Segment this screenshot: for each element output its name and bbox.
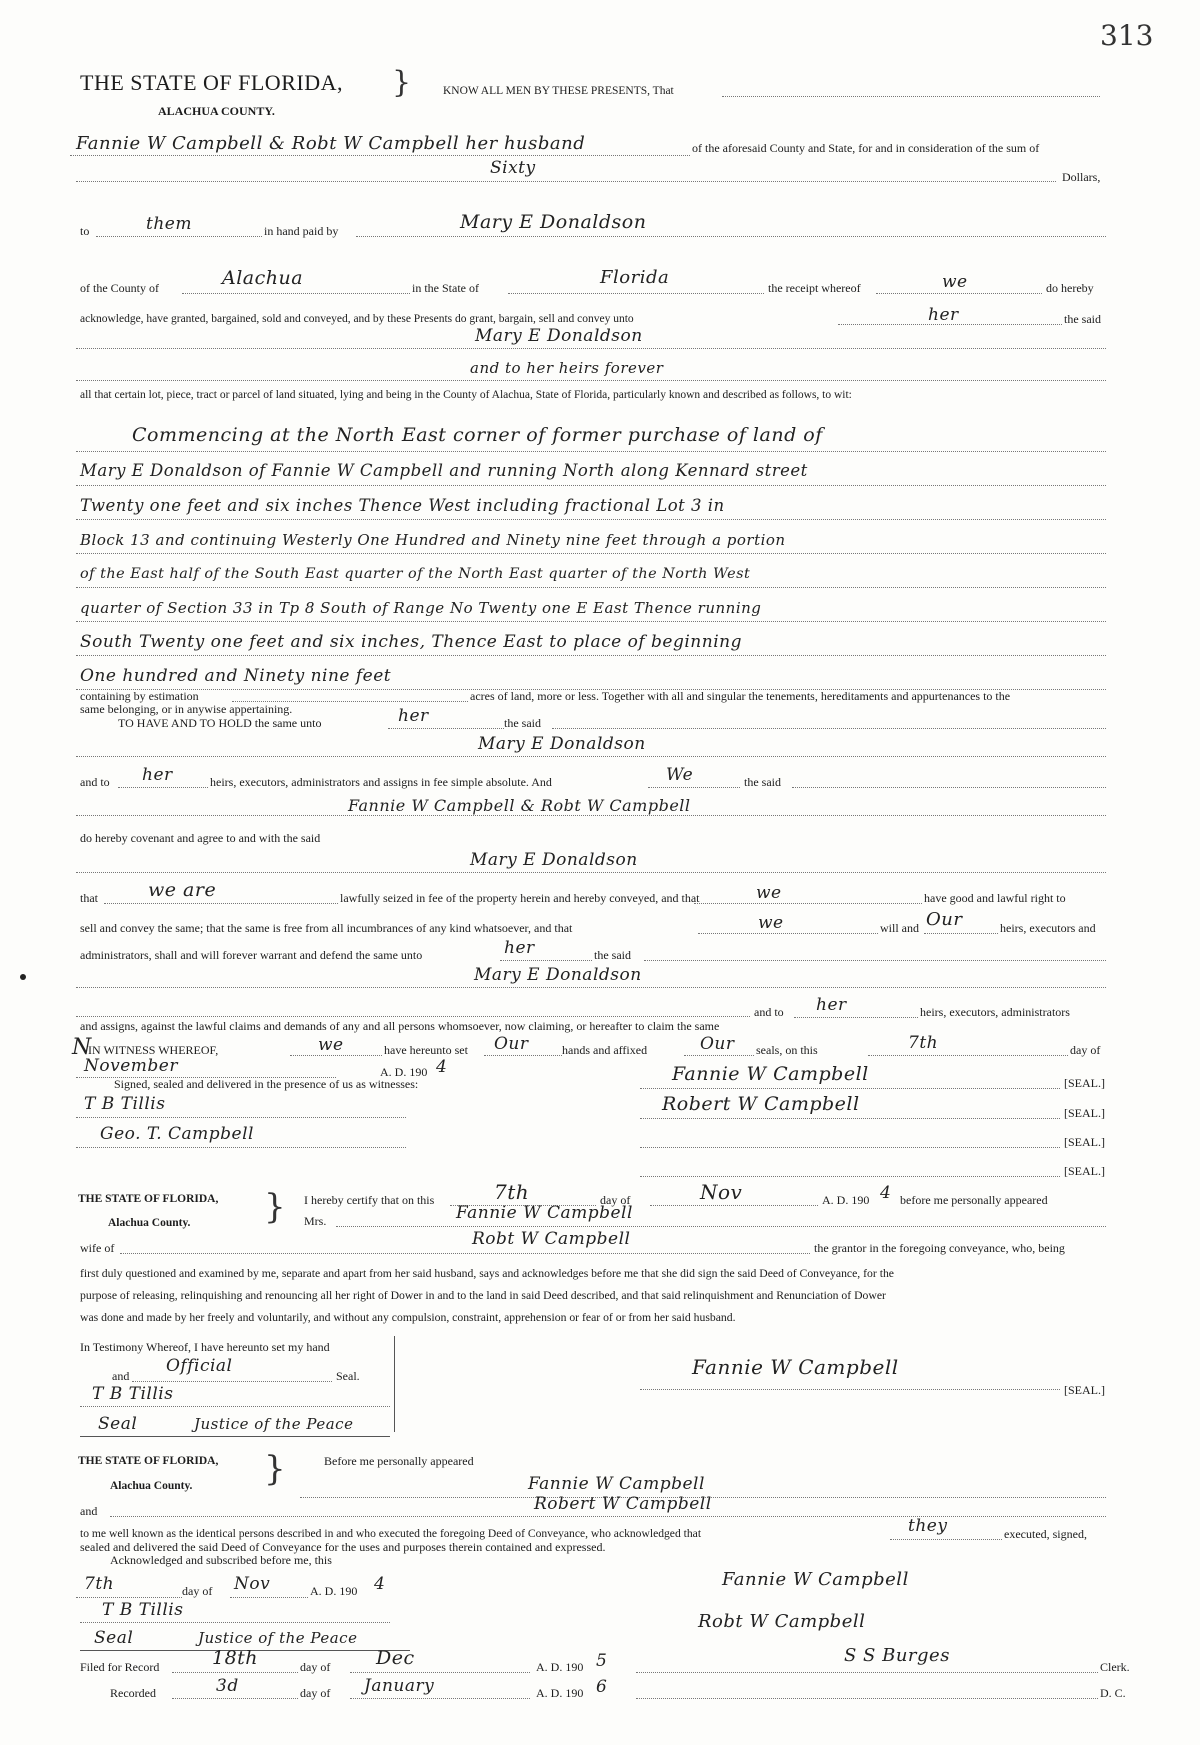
our-line bbox=[924, 933, 998, 934]
ack1-husband-handwritten: Robt W Campbell bbox=[472, 1229, 631, 1249]
desc-line-rule bbox=[76, 655, 1106, 656]
heirs-text: heirs, executors, administrators and assigns in fee simple absolute. And bbox=[210, 775, 552, 789]
ack2-before-me: Before me personally appeared bbox=[324, 1454, 474, 1468]
rec-day-of: day of bbox=[300, 1686, 331, 1700]
county-label: of the County of bbox=[80, 281, 159, 295]
ack1-line2: purpose of releasing, relinquishing and renouncing all her right of Dower in and to the land in said Deed described, and that said relinquishment and Renunciation of Dower bbox=[80, 1289, 886, 1302]
description-line: of the East half of the South East quarter of the North East quarter of the North West bbox=[80, 566, 751, 582]
heirs-line bbox=[76, 380, 1106, 381]
ack2-sealed: sealed and delivered the said Deed of Conveyance for the uses and purposes therein contained and expressed. bbox=[80, 1540, 606, 1554]
ack1-ad: A. D. 190 bbox=[822, 1193, 870, 1207]
ack2-signature-1: Fannie W Campbell bbox=[722, 1569, 909, 1590]
filed-year-handwritten: 5 bbox=[596, 1651, 608, 1671]
seized-line bbox=[104, 903, 338, 904]
header-brace: } bbox=[392, 65, 412, 100]
acres-text: acres of land, more or less. Together with all and singular the tenements, hereditaments and appurtenances to the bbox=[470, 689, 1011, 703]
hand-handwritten: Our bbox=[494, 1034, 529, 1054]
state-label: in the State of bbox=[412, 281, 479, 295]
ack2-jp-handwritten: Justice of the Peace bbox=[198, 1629, 358, 1647]
filed-day-of: day of bbox=[300, 1660, 331, 1674]
month-handwritten: November bbox=[84, 1056, 178, 1076]
ack1-month-handwritten: Nov bbox=[700, 1180, 743, 1204]
ack1-official-line bbox=[132, 1381, 332, 1382]
day-handwritten: 7th bbox=[908, 1033, 939, 1053]
paid-label: in hand paid by bbox=[264, 224, 339, 238]
covenant-grantee-handwritten: Mary E Donaldson bbox=[470, 850, 638, 870]
ack2-day-of: day of bbox=[182, 1584, 213, 1598]
intro-line bbox=[722, 96, 1100, 97]
ack2-subscribed: Acknowledged and subscribed before me, this bbox=[110, 1553, 332, 1567]
recorded-label: Recorded bbox=[110, 1686, 156, 1700]
ack1-mrs-line bbox=[336, 1226, 1106, 1227]
witness2-handwritten: Geo. T. Campbell bbox=[100, 1124, 254, 1144]
ack2-seal-handwritten: Seal bbox=[94, 1628, 134, 1648]
seals-on: seals, on this bbox=[756, 1043, 818, 1057]
defend-handwritten: her bbox=[504, 938, 535, 958]
ack1-certify: I hereby certify that on this bbox=[304, 1193, 435, 1207]
ack2-officer-line bbox=[80, 1622, 390, 1623]
witness1-handwritten: T B Tillis bbox=[84, 1094, 166, 1114]
rec-year-handwritten: 6 bbox=[596, 1677, 608, 1697]
ack2-person1-handwritten: Fannie W Campbell bbox=[528, 1474, 705, 1494]
desc-line-rule bbox=[76, 485, 1106, 486]
sig-line-1 bbox=[640, 1088, 1060, 1089]
seized-text: lawfully seized in fee of the property herein and hereby conveyed, and that bbox=[340, 891, 700, 905]
ack2-ad: A. D. 190 bbox=[310, 1584, 358, 1598]
seal-3: [SEAL.] bbox=[1064, 1135, 1105, 1149]
have-set: have hereunto set bbox=[384, 1043, 468, 1057]
county-handwritten: Alachua bbox=[222, 267, 304, 289]
ack1-county: Alachua County. bbox=[108, 1217, 191, 1229]
ack1-testimony: In Testimony Whereof, I have hereunto set my hand bbox=[80, 1340, 330, 1354]
state-line bbox=[508, 293, 764, 294]
the-said-3: the said bbox=[744, 775, 781, 789]
county-line bbox=[182, 293, 410, 294]
ack2-signature-2: Robt W Campbell bbox=[698, 1611, 866, 1632]
ack1-seal: [SEAL.] bbox=[1064, 1383, 1105, 1397]
the-said-4: the said bbox=[594, 948, 631, 962]
description-line: Block 13 and continuing Westerly One Hundred and Ninety nine feet through a portion bbox=[80, 531, 786, 549]
to-line bbox=[96, 236, 262, 237]
ack1-year-handwritten: 4 bbox=[880, 1183, 892, 1203]
filed-ad: A. D. 190 bbox=[536, 1660, 584, 1674]
ack2-county: Alachua County. bbox=[110, 1480, 193, 1492]
margin-mark bbox=[20, 974, 26, 980]
grantee-line-3 bbox=[76, 987, 1106, 988]
all-that-text: all that certain lot, piece, tract or parcel of land situated, lying and being in the County of Alachua, State of Florida, particularly known and described as follows, to wit: bbox=[80, 389, 852, 401]
ack1-jp-handwritten: Justice of the Peace bbox=[194, 1415, 354, 1433]
and-to-label-2: and to bbox=[754, 1005, 784, 1019]
ack1-day-handwritten: 7th bbox=[494, 1180, 530, 1204]
desc-line-rule bbox=[76, 519, 1106, 520]
and-we-line-2 bbox=[792, 787, 1106, 788]
do-hereby: do hereby bbox=[1046, 281, 1094, 295]
ack1-day-of: day of bbox=[600, 1193, 631, 1207]
defend-line-2 bbox=[644, 960, 1106, 961]
ack1-signature: Fannie W Campbell bbox=[692, 1355, 899, 1379]
sig-line-2 bbox=[640, 1118, 1060, 1119]
and-we-handwritten: We bbox=[666, 765, 694, 785]
filed-day-line bbox=[172, 1672, 298, 1673]
heirs2-text: heirs, executors, administrators bbox=[920, 1005, 1070, 1019]
desc-line-rule bbox=[76, 621, 1106, 622]
same-belonging: same belonging, or in anywise appertaining. bbox=[80, 702, 293, 716]
signed-text: Signed, sealed and delivered in the presence of us as witnesses: bbox=[114, 1077, 419, 1091]
grantee-line bbox=[76, 348, 1106, 349]
ack1-officer-line-2 bbox=[80, 1436, 390, 1437]
ack2-officer-handwritten: T B Tillis bbox=[102, 1600, 184, 1620]
rec-month-line bbox=[350, 1698, 530, 1699]
seals-line bbox=[684, 1055, 754, 1056]
ack1-line3: was done and made by her freely and voluntarily, and without any compulsion, constraint, apprehension or fear of or from her said husband. bbox=[80, 1311, 736, 1324]
desc-line-rule bbox=[76, 553, 1106, 554]
filed-month-handwritten: Dec bbox=[376, 1647, 415, 1669]
ack2-brace: } bbox=[264, 1449, 286, 1489]
ad-text: A. D. 190 bbox=[380, 1065, 428, 1079]
grantor2-signature: Robert W Campbell bbox=[662, 1093, 860, 1115]
defend-grantee-handwritten: Mary E Donaldson bbox=[474, 965, 642, 985]
grantee-line-2 bbox=[76, 756, 1106, 757]
ack2-person2-line bbox=[110, 1516, 1106, 1517]
hands-text: hands and affixed bbox=[562, 1043, 648, 1057]
ack2-month-handwritten: Nov bbox=[234, 1574, 271, 1594]
description-line: quarter of Section 33 in Tp 8 South of Range No Twenty one E East Thence running bbox=[80, 599, 762, 617]
description-line: South Twenty one feet and six inches, Thence East to place of beginning bbox=[80, 632, 742, 652]
rec-month-handwritten: January bbox=[364, 1676, 435, 1696]
seal-4: [SEAL.] bbox=[1064, 1164, 1105, 1178]
payer-handwritten: Mary E Donaldson bbox=[460, 211, 647, 233]
day-of: day of bbox=[1070, 1043, 1101, 1057]
unto-handwritten: her bbox=[398, 706, 429, 726]
seized-handwritten: we are bbox=[148, 879, 217, 901]
n-handwritten: N bbox=[72, 1035, 92, 1060]
grantors-suffix: of the aforesaid County and State, for and in consideration of the sum of bbox=[692, 141, 1040, 155]
clerk-label: Clerk. bbox=[1100, 1660, 1130, 1674]
our-handwritten: Our bbox=[926, 909, 963, 930]
day-line bbox=[868, 1055, 1068, 1056]
and-to-line bbox=[76, 1016, 750, 1017]
we-handwritten: we bbox=[318, 1035, 344, 1055]
unto-line bbox=[388, 728, 504, 729]
the-said-2: the said bbox=[504, 716, 541, 730]
sig-line-3 bbox=[640, 1147, 1060, 1148]
seal-1: [SEAL.] bbox=[1064, 1076, 1105, 1090]
acknowledge-text: acknowledge, have granted, bargained, sold and conveyed, and by these Presents do grant, bargain, sell and convey unto bbox=[80, 313, 634, 325]
receipt-label: the receipt whereof bbox=[768, 281, 861, 295]
intro-text: KNOW ALL MEN BY THESE PRESENTS, That bbox=[443, 85, 674, 97]
ack2-day-line bbox=[76, 1597, 182, 1598]
will-handwritten: we bbox=[758, 913, 784, 933]
rec-day-handwritten: 3d bbox=[216, 1676, 239, 1696]
ack1-vert-rule bbox=[394, 1336, 395, 1432]
grantee-handwritten: Mary E Donaldson bbox=[475, 326, 643, 346]
ack2-state: THE STATE OF FLORIDA, bbox=[78, 1455, 219, 1467]
ack1-before-me: before me personally appeared bbox=[900, 1193, 1048, 1207]
ack1-official-handwritten: Official bbox=[166, 1356, 233, 1376]
defend-line bbox=[500, 960, 592, 961]
covenant-text: do hereby covenant and agree to and with the said bbox=[80, 831, 321, 845]
ack1-seal-handwritten: Seal bbox=[98, 1414, 138, 1434]
ack1-wife-of: wife of bbox=[80, 1241, 115, 1255]
ack1-seal-word: Seal. bbox=[336, 1369, 360, 1383]
ack2-year-handwritten: 4 bbox=[374, 1574, 386, 1594]
rec-ad: A. D. 190 bbox=[536, 1686, 584, 1700]
ack1-grantor: the grantor in the foregoing conveyance, who, being bbox=[814, 1241, 1065, 1255]
description-line: Twenty one feet and six inches Thence West including fractional Lot 3 in bbox=[80, 496, 725, 515]
clerk-handwritten: S S Burges bbox=[844, 1645, 950, 1666]
sum-line bbox=[76, 181, 1056, 182]
ack1-officer-handwritten: T B Tillis bbox=[92, 1384, 174, 1404]
ack2-known: to me well known as the identical persons described in and who executed the foregoing Deed of Conveyance, who acknowledged that bbox=[80, 1527, 702, 1540]
will-text: will and bbox=[880, 921, 919, 935]
ack1-officer-line bbox=[80, 1406, 390, 1407]
heirs2-handwritten: her bbox=[816, 995, 847, 1015]
right-handwritten: we bbox=[756, 883, 782, 903]
dc-line bbox=[636, 1698, 1098, 1699]
grantors-line bbox=[70, 155, 690, 156]
ack2-and: and bbox=[80, 1504, 98, 1518]
sell-text: sell and convey the same; that the same is free from all incumbrances of any kind whatsoever, and that bbox=[80, 921, 573, 935]
county-title: ALACHUA COUNTY. bbox=[158, 104, 275, 118]
to-label: to bbox=[80, 224, 90, 238]
habendum-grantors-handwritten: Fannie W Campbell & Robt W Campbell bbox=[348, 796, 691, 815]
filed-day-handwritten: 18th bbox=[212, 1647, 259, 1669]
heirs-handwritten-2: her bbox=[142, 765, 173, 785]
ack1-month-line bbox=[650, 1205, 818, 1206]
unto-line-2 bbox=[552, 728, 1106, 729]
in-witness: IN WITNESS WHEREOF, bbox=[88, 1043, 219, 1057]
ack1-mrs: Mrs. bbox=[304, 1214, 327, 1228]
page-number: 313 bbox=[1100, 19, 1154, 52]
sum-handwritten: Sixty bbox=[490, 158, 536, 178]
right-line bbox=[694, 903, 922, 904]
seals-handwritten: Our bbox=[700, 1034, 735, 1054]
rec-day-line bbox=[172, 1698, 298, 1699]
ack1-mrs-handwritten: Fannie W Campbell bbox=[456, 1203, 633, 1223]
filed-label: Filed for Record bbox=[80, 1660, 160, 1674]
witness2-line bbox=[76, 1147, 406, 1148]
ack1-sig-line bbox=[640, 1389, 1060, 1390]
hand-line bbox=[484, 1055, 562, 1056]
clerk-line bbox=[636, 1672, 1098, 1673]
ack1-and: and bbox=[112, 1369, 130, 1383]
assigns-text: and assigns, against the lawful claims and demands of any and all persons whomsoever, now claiming, or hereafter to claim the same bbox=[80, 1019, 720, 1033]
heirs-exec-text: heirs, executors and bbox=[1000, 921, 1096, 935]
witness1-line bbox=[76, 1117, 406, 1118]
and-we-line bbox=[648, 787, 740, 788]
ack2-they-line bbox=[890, 1539, 1002, 1540]
year-handwritten: 4 bbox=[436, 1057, 448, 1077]
description-line: Commencing at the North East corner of former purchase of land of bbox=[132, 424, 823, 446]
to-have-label: TO HAVE AND TO HOLD the same unto bbox=[118, 716, 322, 730]
state-title: THE STATE OF FLORIDA, bbox=[80, 70, 343, 95]
ack1-line1: first duly questioned and examined by me, separate and apart from her said husband, says and acknowledges before me that she did sign the said Deed of Conveyance, for the bbox=[80, 1267, 894, 1280]
grantor1-signature: Fannie W Campbell bbox=[672, 1063, 869, 1085]
that-label: that bbox=[80, 891, 98, 905]
desc-line-rule bbox=[76, 587, 1106, 588]
filed-month-line bbox=[350, 1672, 530, 1673]
ack1-state: THE STATE OF FLORIDA, bbox=[78, 1193, 219, 1205]
heirs-hw-line bbox=[118, 787, 208, 788]
dc-label: D. C. bbox=[1100, 1686, 1126, 1700]
ack1-husband-line bbox=[120, 1253, 810, 1254]
ack2-person2-handwritten: Robert W Campbell bbox=[534, 1494, 712, 1514]
description-line: One hundred and Ninety nine feet bbox=[80, 666, 392, 686]
covenant-line bbox=[76, 872, 1106, 873]
receipt-handwritten: we bbox=[942, 272, 968, 292]
we-line bbox=[290, 1055, 382, 1056]
sig-line-4 bbox=[640, 1176, 1060, 1177]
heirs2-line bbox=[794, 1017, 918, 1018]
ack2-day-handwritten: 7th bbox=[84, 1574, 115, 1594]
will-line bbox=[698, 933, 878, 934]
convey-handwritten: her bbox=[928, 305, 959, 325]
right-text: have good and lawful right to bbox=[924, 891, 1066, 905]
the-said-1: the said bbox=[1064, 312, 1101, 326]
description-line: Mary E Donaldson of Fannie W Campbell and running North along Kennard street bbox=[80, 461, 808, 480]
dollars-label: Dollars, bbox=[1062, 170, 1101, 184]
state-handwritten: Florida bbox=[600, 267, 670, 288]
payer-line bbox=[356, 236, 1106, 237]
grantors-handwritten: Fannie W Campbell & Robt W Campbell her husband bbox=[76, 133, 586, 154]
to-handwritten: them bbox=[146, 214, 192, 234]
ack2-they-handwritten: they bbox=[908, 1516, 948, 1536]
containing-label: containing by estimation bbox=[80, 689, 199, 703]
heirs-handwritten: and to her heirs forever bbox=[470, 359, 664, 377]
desc-line-rule bbox=[76, 451, 1106, 452]
seal-2: [SEAL.] bbox=[1064, 1106, 1105, 1120]
ack2-month-line bbox=[230, 1597, 308, 1598]
habendum-grantee-handwritten: Mary E Donaldson bbox=[478, 734, 646, 754]
admins-text: administrators, shall and will forever warrant and defend the same unto bbox=[80, 948, 423, 962]
and-to-label: and to bbox=[80, 775, 110, 789]
ack2-executed: executed, signed, bbox=[1004, 1527, 1087, 1541]
receipt-line bbox=[876, 293, 1042, 294]
ack1-brace: } bbox=[264, 1187, 286, 1227]
